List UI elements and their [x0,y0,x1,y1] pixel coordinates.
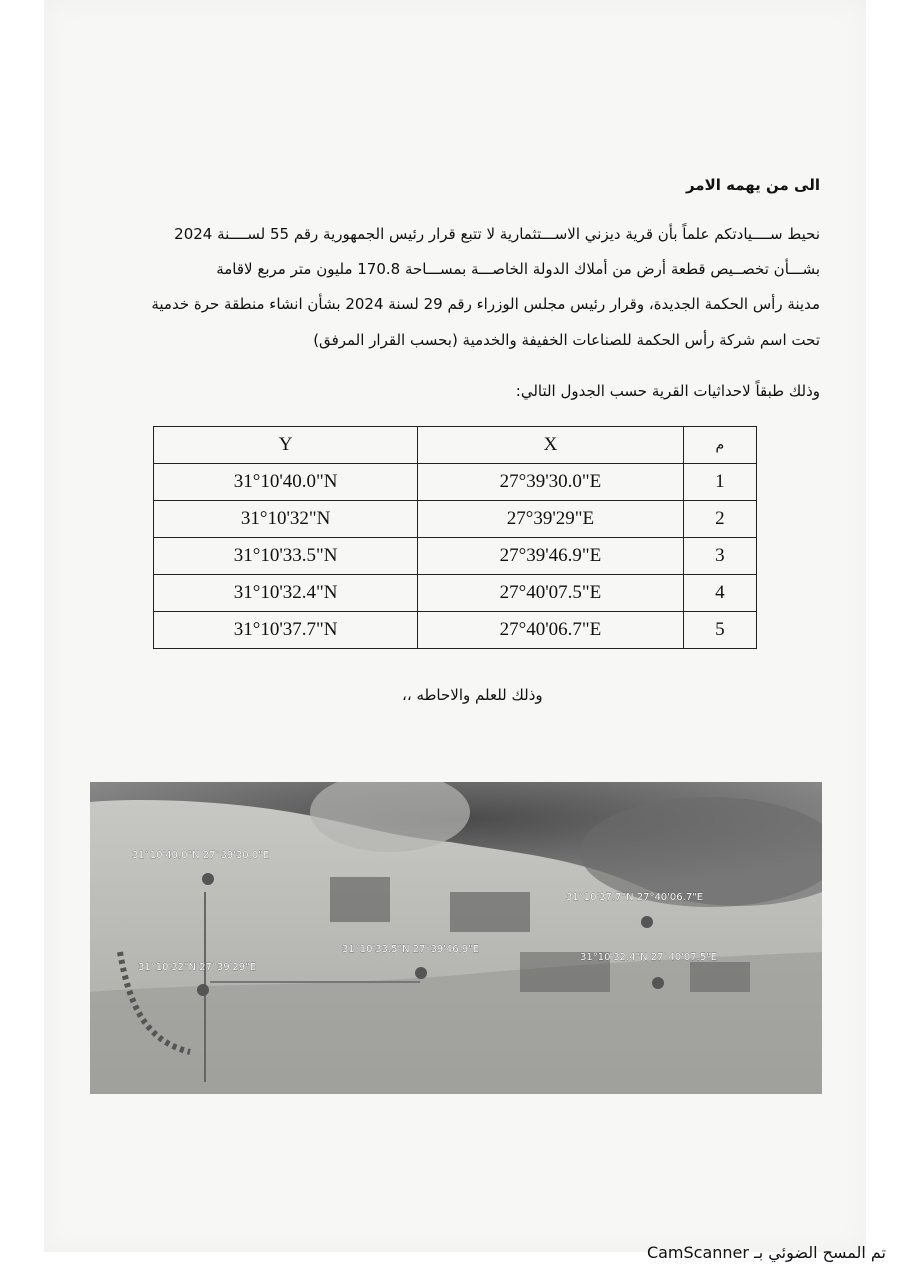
cell-y: 31°10'32"N [154,501,418,538]
paragraph-line-3: مدينة رأس الحكمة الجديدة، وقرار رئيس مجلس الوزراء رقم 29 لسنة 2024 بشأن انشاء منطقة حرة خدمية [151,295,820,313]
header-y: Y [154,427,418,464]
cell-x: 27°40'06.7"E [418,612,683,649]
paragraph-line-4: تحت اسم شركة رأس الحكمة للصناعات الخفيفة والخدمية (بحسب القرار المرفق) [313,331,820,349]
cell-y: 31°10'40.0"N [154,464,418,501]
table-row [154,464,757,501]
map-label-point-4: 31°10'37.7"N 27°40'06.7"E [566,892,704,903]
cell-x: 27°39'29"E [418,501,683,538]
map-label-point-1: 31°10'40.0"N 27°39'30.0"E [132,850,270,861]
map-pin-icon [652,977,664,989]
map-label-point-2: 31°10'32"N 27°39'29"E [138,962,257,973]
coordinates-table [153,426,757,649]
closing-line: وذلك للعلم والاحاطه ،، [402,686,543,704]
cell-number: 1 [683,464,756,501]
cell-x: 27°40'07.5"E [418,575,683,612]
map-pin-icon [641,916,653,928]
table-row [154,575,757,612]
table-intro: وذلك طبقاً لاحداثيات القرية حسب الجدول التالي: [515,382,820,400]
table-row [154,612,757,649]
satellite-map-image [90,782,822,1094]
header-number: م [683,427,756,464]
cell-number: 3 [683,538,756,575]
paragraph-line-1: نحيط ســــيادتكم علماً بأن قرية ديزني الاســـتثمارية لا تتبع قرار رئيس الجمهورية رقم 55 لســــنة 2024 [174,225,820,243]
cell-number: 2 [683,501,756,538]
map-label-point-5: 31°10'32.4"N 27°40'07.5"E [580,952,718,963]
map-pin-icon [197,984,209,996]
map-pin-icon [415,967,427,979]
camscanner-footer: تم المسح الضوئي بـ CamScanner [646,1243,886,1262]
table-row [154,501,757,538]
cell-number: 4 [683,575,756,612]
letter-heading: الى من يهمه الامر [685,176,820,194]
cell-y: 31°10'37.7"N [154,612,418,649]
cell-number: 5 [683,612,756,649]
cell-y: 31°10'32.4"N [154,575,418,612]
cell-x: 27°39'30.0"E [418,464,683,501]
table-row [154,538,757,575]
header-x: X [418,427,683,464]
map-pin-icon [202,873,214,885]
table-header-row [154,427,757,464]
cell-x: 27°39'46.9"E [418,538,683,575]
cell-y: 31°10'33.5"N [154,538,418,575]
paragraph-line-2: بشـــأن تخصــيص قطعة أرض من أملاك الدولة الخاصـــة بمســـاحة 170.8 مليون متر مربع لاقامة [216,260,820,278]
map-label-point-3: 31°10'33.5"N 27°39'46.9"E [342,944,480,955]
